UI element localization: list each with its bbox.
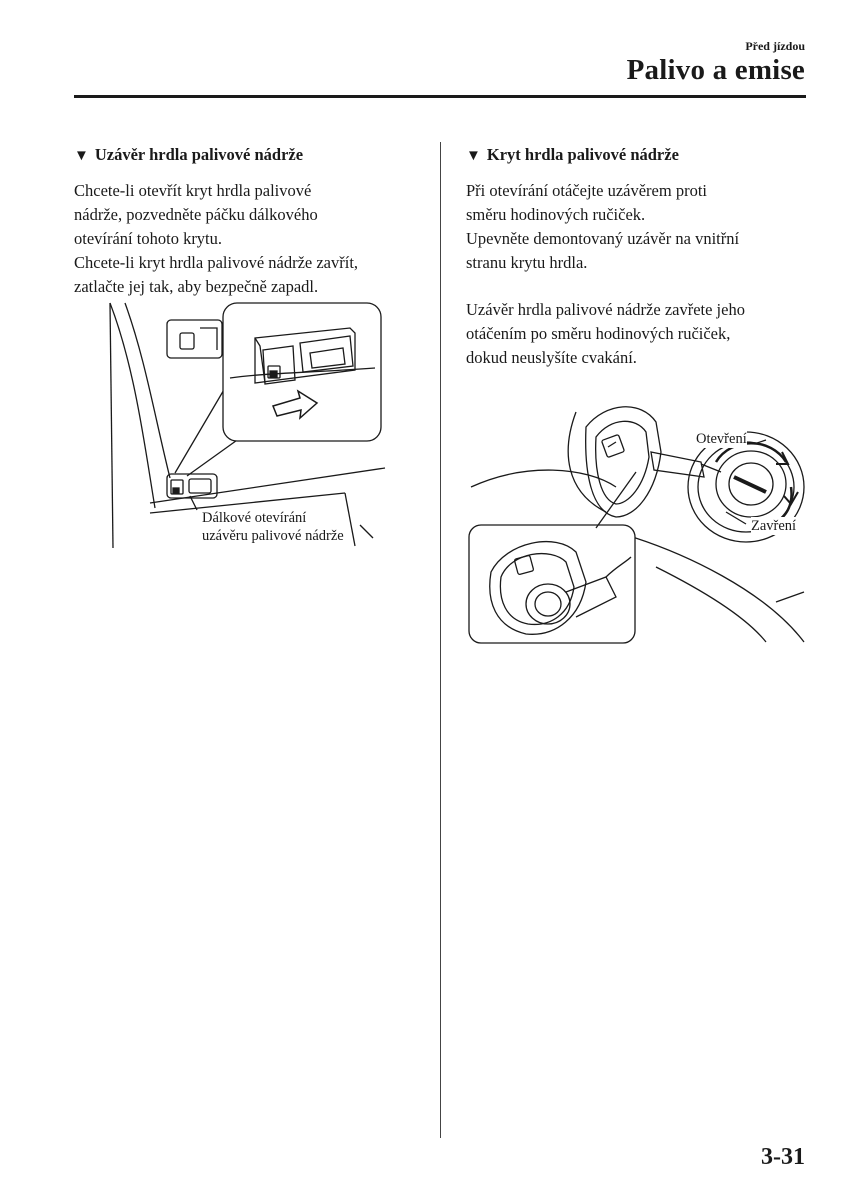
left-line: Chcete-li kryt hrdla palivové nádrže zavřít, — [74, 253, 359, 272]
page-title: Palivo a emise — [626, 54, 805, 86]
right-heading-text: Kryt hrdla palivové nádrže — [486, 145, 679, 164]
right-line: Při otevírání otáčejte uzávěrem proti — [466, 181, 707, 200]
left-line: zatlačte jej tak, aby bezpečně zapadl. — [74, 277, 319, 296]
callout-line: Dálkové otevírání — [202, 510, 307, 526]
left-line: Chcete-li otevřít kryt hrdla palivové — [74, 181, 312, 200]
right-line: Uzávěr hrdla palivové nádrže zavřete jeho — [466, 300, 745, 319]
triangle-bullet-icon: ▼ — [74, 148, 89, 164]
header-section: Před jízdou — [745, 39, 805, 53]
left-line: nádrže, pozvedněte páčku dálkového — [74, 205, 318, 224]
left-section-heading — [74, 145, 303, 165]
left-paragraph — [74, 179, 358, 299]
right-line: otáčením po směru hodinových ručiček, — [466, 324, 731, 343]
right-line: směru hodinových ručiček. — [466, 205, 646, 224]
header-rule — [74, 95, 806, 98]
right-line: dokud neuslyšíte cvakání. — [466, 348, 637, 367]
remote-opener-callout — [202, 509, 344, 545]
right-paragraph-1 — [466, 179, 739, 275]
page-number: 3-31 — [761, 1144, 805, 1170]
right-line: stranu krytu hrdla. — [466, 253, 588, 272]
left-heading-text: Uzávěr hrdla palivové nádrže — [94, 145, 304, 164]
open-direction-label: Otevření — [696, 431, 747, 447]
left-line: otevírání tohoto krytu. — [74, 229, 223, 248]
triangle-bullet-icon: ▼ — [466, 148, 481, 164]
callout-line: uzávěru palivové nádrže — [202, 528, 344, 544]
close-direction-label: Zavření — [751, 518, 797, 534]
column-divider — [440, 142, 441, 1138]
right-paragraph-2 — [466, 298, 745, 370]
right-section-heading — [466, 145, 679, 165]
right-line: Upevněte demontovaný uzávěr na vnitřní — [466, 229, 740, 248]
